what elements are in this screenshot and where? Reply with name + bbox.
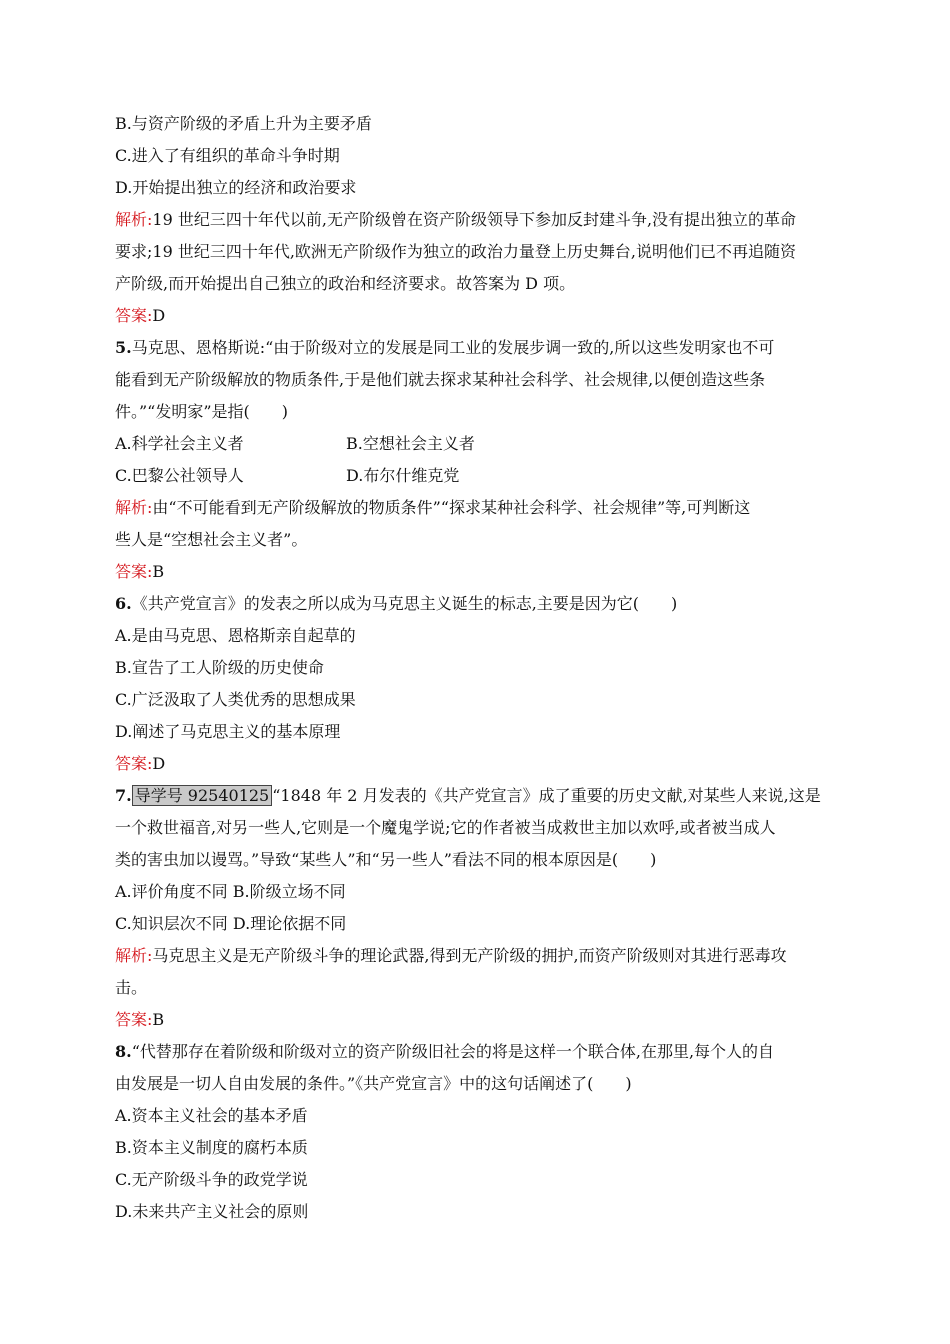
option-d: D.未来共产主义社会的原则 xyxy=(115,1202,309,1221)
option-a: A.科学社会主义者 xyxy=(115,434,244,453)
option-row xyxy=(115,428,835,460)
analysis-text: 由“不可能看到无产阶级解放的物质条件”“探求某种社会科学、社会规律”等,可判断这 xyxy=(152,498,751,517)
answer-value: B xyxy=(152,1010,165,1029)
option-d: D.阐述了马克思主义的基本原理 xyxy=(115,722,341,741)
answer-value: B xyxy=(152,562,165,581)
option-d: D.布尔什维克党 xyxy=(346,466,460,485)
analysis-line xyxy=(115,204,835,236)
stem-text: 件。”“发明家”是指( ) xyxy=(115,402,289,421)
stem-text: 类的害虫加以谩骂。”导致“某些人”和“另一些人”看法不同的根本原因是( ) xyxy=(115,850,657,869)
analysis-line xyxy=(115,940,835,972)
question-7 xyxy=(115,780,835,1036)
option-a: A.是由马克思、恩格斯亲自起草的 xyxy=(115,626,356,645)
option-row: C.知识层次不同 D.理论依据不同 xyxy=(115,914,347,933)
question-stem xyxy=(115,780,835,812)
analysis-text: 马克思主义是无产阶级斗争的理论武器,得到无产阶级的拥护,而资产阶级则对其进行恶毒攻 xyxy=(152,946,787,965)
question-5 xyxy=(115,332,835,588)
stem-text: 马克思、恩格斯说:“由于阶级对立的发展是同工业的发展步调一致的,所以这些发明家也不可 xyxy=(131,338,775,357)
stem-text: 由发展是一切人自由发展的条件。”《共产党宣言》中的这句话阐述了( ) xyxy=(115,1074,632,1093)
question-6 xyxy=(115,588,835,780)
answer-label: 答案: xyxy=(115,754,153,773)
question-number: 6. xyxy=(115,594,132,613)
option-c: C.广泛汲取了人类优秀的思想成果 xyxy=(115,690,356,709)
analysis-text: 要求;19 世纪三四十年代,欧洲无产阶级作为独立的政治力量登上历史舞台,说明他们已不再追随资 xyxy=(115,242,797,261)
question-stem xyxy=(115,1036,835,1068)
answer-line xyxy=(115,300,835,332)
analysis-text: 产阶级,而开始提出自己独立的政治和经济要求。故答案为 D 项。 xyxy=(115,274,576,293)
answer-line xyxy=(115,1004,835,1036)
answer-value: D xyxy=(152,754,166,773)
guide-number-tag[interactable]: 导学号 92540125 xyxy=(132,785,273,806)
question-stem xyxy=(115,588,835,620)
stem-text: “1848 年 2 月发表的《共产党宣言》成了重要的历史文献,对某些人来说,这是 xyxy=(272,786,821,805)
option-b: B.与资产阶级的矛盾上升为主要矛盾 xyxy=(115,114,372,133)
stem-text: “代替那存在着阶级和阶级对立的资产阶级旧社会的将是这样一个联合体,在那里,每个人的自 xyxy=(131,1042,775,1061)
document-page xyxy=(115,108,835,1228)
question-number: 8. xyxy=(115,1042,132,1061)
analysis-text: 些人是“空想社会主义者”。 xyxy=(115,530,308,549)
option-row: A.评价角度不同 B.阶级立场不同 xyxy=(115,882,346,901)
option-b: B.资本主义制度的腐朽本质 xyxy=(115,1138,308,1157)
question-4 xyxy=(115,108,835,332)
option-b: B.空想社会主义者 xyxy=(346,434,475,453)
question-number: 7. xyxy=(115,786,132,805)
answer-value: D xyxy=(152,306,166,325)
stem-text: 《共产党宣言》的发表之所以成为马克思主义诞生的标志,主要是因为它( ) xyxy=(131,594,678,613)
option-c: C.巴黎公社领导人 xyxy=(115,466,244,485)
option-c: C.无产阶级斗争的政党学说 xyxy=(115,1170,308,1189)
question-number: 5. xyxy=(115,338,132,357)
analysis-line xyxy=(115,492,835,524)
analysis-label: 解析: xyxy=(115,498,153,517)
answer-label: 答案: xyxy=(115,562,153,581)
option-row xyxy=(115,460,835,492)
analysis-label: 解析: xyxy=(115,946,153,965)
analysis-label: 解析: xyxy=(115,210,153,229)
option-b: B.宣告了工人阶级的历史使命 xyxy=(115,658,324,677)
answer-line xyxy=(115,748,835,780)
option-d: D.开始提出独立的经济和政治要求 xyxy=(115,178,357,197)
question-8 xyxy=(115,1036,835,1228)
question-stem xyxy=(115,332,835,364)
answer-line xyxy=(115,556,835,588)
stem-text: 一个救世福音,对另一些人,它则是一个魔鬼学说;它的作者被当成救世主加以欢呼,或者被当成人 xyxy=(115,818,776,837)
option-a: A.资本主义社会的基本矛盾 xyxy=(115,1106,308,1125)
analysis-text: 19 世纪三四十年代以前,无产阶级曾在资产阶级领导下参加反封建斗争,没有提出独立的革命 xyxy=(152,210,797,229)
answer-label: 答案: xyxy=(115,306,153,325)
answer-label: 答案: xyxy=(115,1010,153,1029)
stem-text: 能看到无产阶级解放的物质条件,于是他们就去探求某种社会科学、社会规律,以便创造这些条 xyxy=(115,370,766,389)
option-c: C.进入了有组织的革命斗争时期 xyxy=(115,146,340,165)
analysis-text: 击。 xyxy=(115,978,148,997)
